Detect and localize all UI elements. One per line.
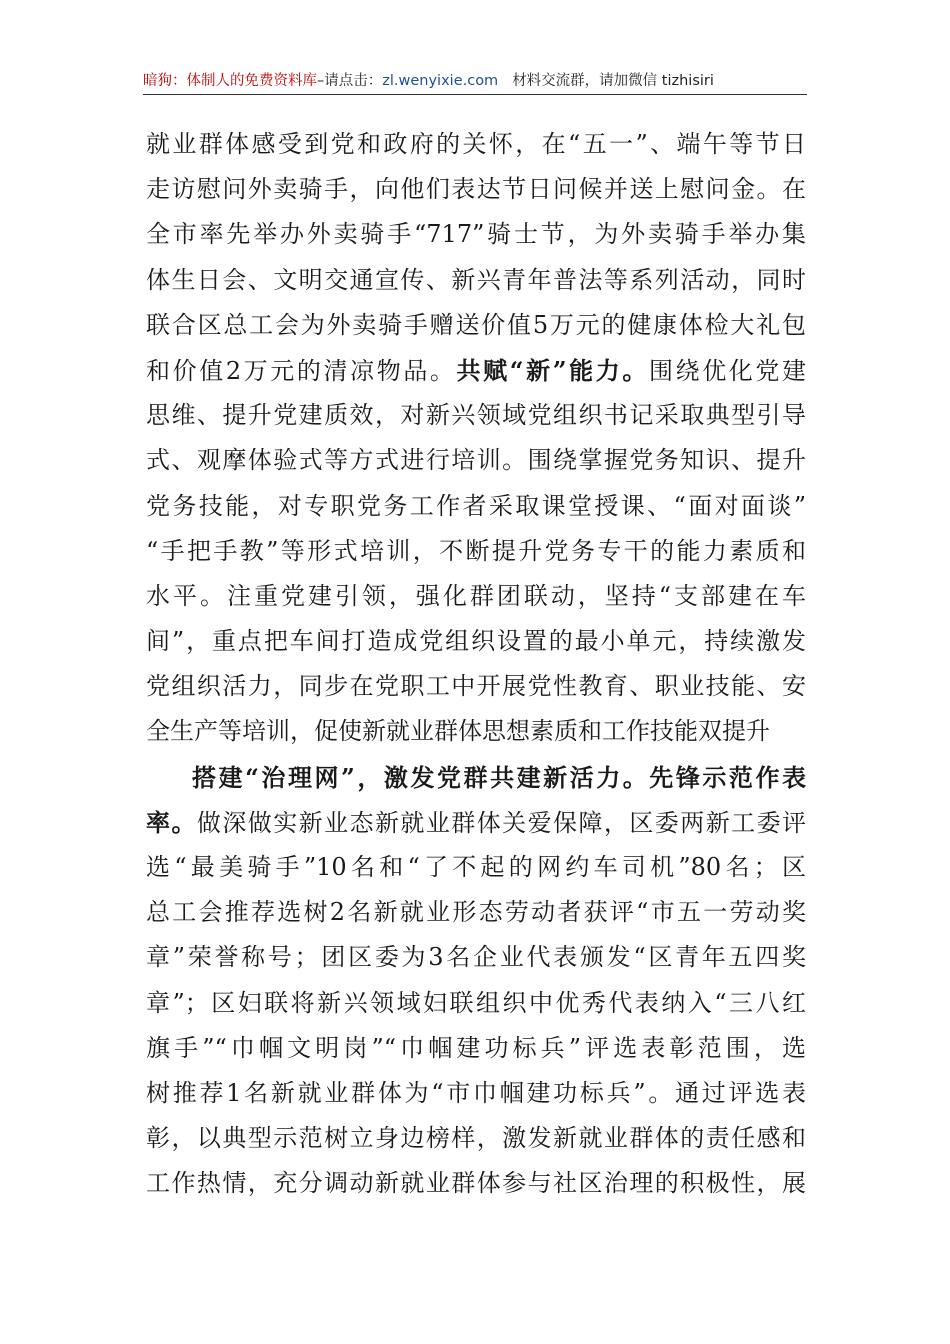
text-line: 旗手”“巾帼文明岗”“巾帼建功标兵”评选表彰范围，选 — [146, 1033, 806, 1062]
text-line: 党务技能，对专职党务工作者采取课堂授课、“面对面谈” — [146, 491, 806, 520]
text-line: 走访慰问外卖骑手，向他们表达节日问候并送上慰问金。在 — [146, 175, 806, 204]
header-prompt: –请点击： — [317, 73, 383, 89]
text-line: 就业群体感受到党和政府的关怀，在“五一”、端午等节日 — [146, 130, 806, 158]
section-heading-line — [146, 755, 806, 800]
text-line: 工作热情，充分调动新就业群体参与社区治理的积极性，展 — [146, 1169, 806, 1198]
text-line: 间”，重点把车间打造成党组织设置的最小单元，持续激发 — [146, 627, 806, 656]
header-brand: 暗狗：体制人的免费资料库 — [143, 73, 317, 89]
text-line: 体生日会、文明交通宣传、新兴青年普法等系列活动，同时 — [146, 265, 806, 294]
text-line: “手把手教”等形式培训，不断提升党务专干的能力素质和 — [146, 536, 806, 565]
text-line: 水平。注重党建引领，强化群团联动，坚持“支部建在车 — [146, 581, 806, 610]
text-line: 总工会推荐选树2名新就业形态劳动者获评“市五一劳动奖 — [146, 898, 806, 927]
text-line: 思维、提升党建质效，对新兴领域党组织书记采取典型引导 — [146, 401, 806, 430]
text-line: 联合区总工会为外卖骑手赠送价值5万元的健康体检大礼包 — [146, 310, 806, 339]
page-header — [143, 70, 807, 95]
text-line: 率。做深做实新业态新就业群体关爱保障，区委两新工委评 — [146, 807, 806, 837]
text-line: 党组织活力，同步在党职工中开展党性教育、职业技能、安 — [146, 672, 806, 701]
text-line: 和价值2万元的清凉物品。共赋“新”能力。围绕优化党建 — [146, 355, 806, 385]
text-line: 章”荣誉称号；团区委为3名企业代表颁发“区青年五四奖 — [146, 943, 806, 972]
bold-subheading: 率。 — [146, 807, 197, 837]
bold-heading: 搭建“治理网”，激发党群共建新活力。先锋示范作表 — [192, 762, 806, 792]
text-line: 彰，以典型示范树立身边榜样，激发新就业群体的责任感和 — [146, 1124, 806, 1153]
text-line: 选“最美骑手”10名和“了不起的网约车司机”80名；区 — [146, 853, 806, 881]
header-contact: 材料交流群，请加微信 tizhisiri — [512, 73, 714, 89]
text-line: 全市率先举办外卖骑手“717”骑士节，为外卖骑手举办集 — [146, 220, 806, 249]
text-line: 树推荐1名新就业群体为“市巾帼建功标兵”。通过评选表 — [146, 1078, 806, 1107]
document-body — [146, 122, 806, 1207]
text-line: 章”；区妇联将新兴领域妇联组织中优秀代表纳入“三八红 — [146, 988, 806, 1017]
bold-subheading: 共赋“新”能力。 — [456, 355, 649, 385]
header-link[interactable]: zl.wenyixie.com — [382, 73, 499, 89]
text-line: 全生产等培训，促使新就业群体思想素质和工作技能双提升 — [146, 717, 770, 746]
text-line: 式、观摩体验式等方式进行培训。围绕掌握党务知识、提升 — [146, 446, 806, 475]
